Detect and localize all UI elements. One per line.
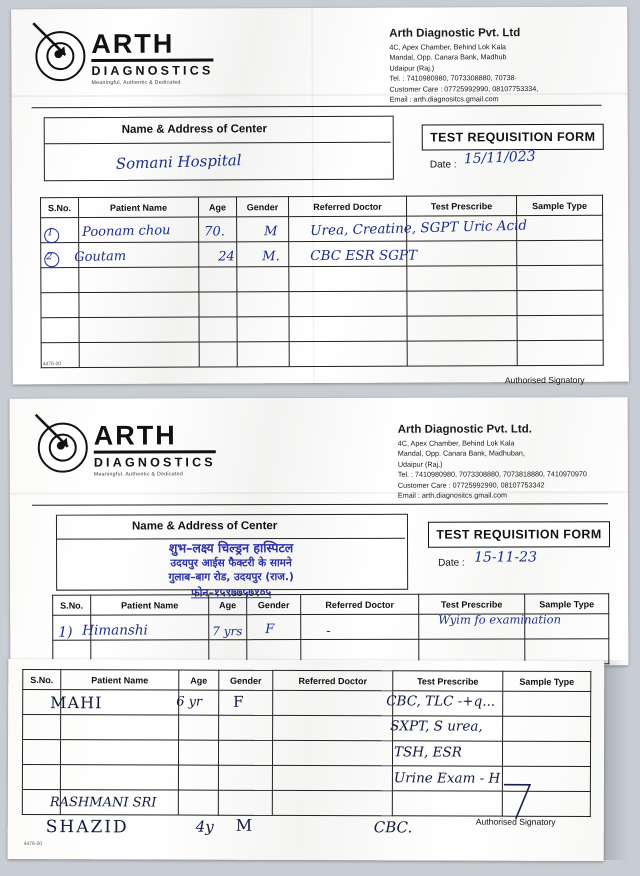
cell-doctor	[272, 740, 392, 765]
cell-sno	[22, 765, 60, 790]
header-divider	[32, 503, 608, 506]
cell-name	[79, 292, 199, 318]
brand-tagline: Meaningful, Authentic & Dedicated	[93, 471, 184, 478]
cell-sno	[41, 293, 79, 318]
cell-sample	[517, 315, 603, 340]
cell-tests	[407, 241, 517, 266]
address-line: Email : arth.diagnositcs.gmail.com	[389, 94, 499, 104]
col-sno: S.No.	[41, 198, 79, 218]
cell-age	[199, 292, 237, 317]
cell-sample	[517, 290, 603, 315]
handwritten-tests-1: Urea, Creatine, SGPT Uric Acid	[309, 217, 528, 240]
handwritten-bottom-name: SHAZID	[45, 817, 129, 838]
brand-name: ARTH	[94, 422, 216, 453]
col-referred-doctor: Referred Doctor	[273, 670, 393, 690]
cell-doctor	[289, 266, 407, 292]
cell-age	[178, 740, 218, 765]
cell-name	[60, 765, 178, 790]
handwritten-age-2-1: 7 yrs	[212, 624, 243, 639]
handwritten-tests-3-3: TSH, ESR	[393, 744, 462, 761]
cell-sample	[517, 265, 603, 290]
handwritten-gender-2-1: F	[265, 622, 275, 638]
handwritten-name-3-1: MAHI	[50, 693, 103, 713]
handwritten-name-3-5: RASHMANI SRI	[49, 795, 157, 811]
brand-subtitle: DIAGNOSTICS	[91, 63, 214, 78]
col-age: Age	[179, 670, 219, 690]
address-line: Customer Care : 07725992990, 08107753342	[397, 480, 545, 490]
col-age: Age	[199, 197, 237, 217]
cell-sample	[517, 215, 603, 240]
handwritten-name-1: Poonam chou	[81, 223, 171, 241]
cell-doctor	[289, 316, 407, 342]
arrow-icon	[34, 413, 86, 457]
cell-sno	[41, 318, 79, 343]
col-gender: Gender	[247, 595, 301, 615]
brand-subtitle: DIAGNOSTICS	[93, 455, 216, 470]
handwritten-name-2: Goutam	[74, 248, 127, 266]
col-sample-type: Sample Type	[517, 195, 603, 215]
table-row	[23, 715, 591, 742]
address-line: 4C, Apex Chamber, Behind Lok Kala	[389, 42, 507, 52]
handwritten-sno-2: 2	[46, 251, 53, 263]
header-divider	[32, 105, 602, 108]
handwritten-name-2-1: Himanshi	[82, 622, 148, 639]
handwritten-gender-3-1: F	[233, 692, 244, 711]
brand-tagline: Meaningful, Authentic & Dedicated	[91, 79, 181, 86]
authorised-signatory-1: Authorised Signatory	[504, 374, 585, 386]
address-line: Email : arth.diagnositcs.gmail.com	[397, 490, 507, 500]
cell-tests	[407, 291, 517, 316]
cell-age	[178, 790, 218, 815]
col-test-prescribe: Test Prescribe	[407, 196, 517, 216]
test-requisition-form-2	[10, 397, 629, 667]
handwritten-age-3-1: 6 yr	[176, 694, 203, 710]
table-row	[41, 340, 603, 367]
cell-doctor	[272, 765, 392, 790]
col-patient-name: Patient Name	[61, 670, 179, 690]
handwritten-tests-2: CBC ESR SGPT	[310, 247, 418, 265]
address-line: Mandal, Opp. Canara Bank, Madhub	[389, 52, 507, 63]
col-patient-name: Patient Name	[91, 595, 209, 615]
cell-gender	[218, 740, 272, 765]
col-referred-doctor: Referred Doctor	[301, 594, 419, 614]
date-value-1: 15/11/023	[463, 148, 536, 168]
handwritten-tests-3-4: Urine Exam - H	[393, 770, 501, 787]
center-value-1: Somani Hospital	[115, 151, 242, 173]
address-line: Udaipur (Raj.)	[397, 459, 443, 469]
test-requisition-form-3	[8, 659, 605, 861]
address-line: Customer Care : 07725992990, 08107753334,	[389, 83, 539, 94]
company-name: Arth Diagnostic Pvt. Ltd.	[397, 423, 532, 436]
address-line: Mandal, Opp. Canara Bank, Madhuban,	[397, 448, 525, 459]
cell-sample	[517, 340, 603, 365]
hindi-line-2: उदयपुर आईस फैक्टरी के सामने	[170, 556, 292, 570]
cell-sno	[41, 268, 79, 293]
col-referred-doctor: Referred Doctor	[289, 196, 407, 217]
handwritten-sno-1: 1	[47, 227, 54, 239]
cell-gender	[219, 690, 273, 715]
cell-name	[79, 267, 199, 293]
cell-age	[179, 715, 219, 740]
address-line: Tel. : 7410980980, 7073308880, 7073818880, 7410970970	[397, 469, 587, 480]
table-row	[22, 740, 590, 767]
cell-age	[199, 342, 237, 367]
center-label-2: Name & Address of Center	[131, 520, 278, 533]
cell-tests	[392, 791, 502, 816]
arth-logo-1	[35, 30, 213, 86]
handwritten-bottom-age: 4y	[195, 817, 214, 836]
hindi-line-3: गुलाब–बाग रोड, उदयपुर (राज.)	[168, 571, 294, 584]
col-sno: S.No.	[23, 670, 61, 690]
arrow-icon	[31, 21, 83, 65]
cell-age	[199, 317, 237, 342]
handwritten-age-2: 24	[218, 249, 235, 265]
col-test-prescribe: Test Prescribe	[393, 671, 503, 691]
cell-doctor	[272, 790, 392, 815]
col-gender: Gender	[219, 670, 273, 690]
cell-age	[199, 267, 237, 292]
cell-gender	[219, 715, 273, 740]
cell-gender	[237, 217, 289, 242]
company-address-2	[398, 423, 628, 501]
handwritten-sno-2-1: 1)	[58, 624, 73, 641]
handwritten-gender-1: M	[264, 224, 278, 240]
table-header-row	[41, 195, 603, 217]
handwritten-bottom-gender: M	[235, 815, 253, 835]
table-row	[23, 690, 591, 717]
cell-doctor	[273, 715, 393, 740]
handwritten-bottom-test: CBC.	[373, 818, 413, 837]
form-title-1: TEST REQUISITION FORM	[422, 124, 604, 151]
col-age: Age	[209, 595, 247, 615]
paper-shadow	[604, 660, 628, 860]
handwritten-doctor-2-1: -	[326, 623, 331, 639]
center-label-1: Name & Address of Center	[121, 123, 268, 136]
hindi-line-4: फोन–१५९७७५७१०५	[191, 586, 272, 600]
print-code-3: 4476-20	[23, 841, 43, 848]
authorised-signatory-3: Authorised Signatory	[475, 816, 556, 827]
center-value-2-hindi	[57, 540, 405, 601]
col-gender: Gender	[237, 197, 289, 217]
cell-gender	[218, 765, 272, 790]
form-title-2: TEST REQUISITION FORM	[428, 521, 610, 547]
cell-sample	[503, 691, 591, 716]
cell-gender	[237, 317, 289, 342]
brand-name: ARTH	[91, 30, 213, 62]
date-label-2: Date :	[438, 557, 465, 569]
handwritten-tests-2-1: Wyim fo examination	[438, 612, 562, 627]
col-patient-name: Patient Name	[79, 197, 199, 218]
cell-tests	[407, 316, 517, 341]
cell-doctor	[301, 614, 419, 639]
cell-sample	[502, 741, 590, 766]
address-line: Udaipur (Raj.)	[389, 63, 435, 73]
cell-name	[60, 740, 178, 765]
cell-gender	[237, 292, 289, 317]
cell-tests	[407, 266, 517, 291]
address-line: Tel. : 7410980980, 7073308880, 70738·	[389, 73, 518, 84]
handwritten-age-1: 70.	[204, 224, 225, 240]
cell-name	[79, 342, 199, 368]
col-test-prescribe: Test Prescribe	[419, 594, 525, 614]
date-value-2: 15-11-23	[474, 549, 537, 566]
handwritten-gender-2: M.	[262, 249, 280, 265]
cell-sample	[503, 716, 591, 741]
cell-gender	[218, 790, 272, 815]
cell-name	[61, 715, 179, 740]
table-row	[41, 290, 603, 317]
arth-logo-2	[38, 422, 216, 477]
col-sno: S.No.	[53, 595, 91, 615]
hindi-line-1: शुभ–लक्ष्य चिल्ड्रन हास्पिटल	[168, 540, 294, 556]
table-header-row	[23, 670, 591, 692]
cell-doctor	[273, 690, 393, 715]
cell-sno	[23, 715, 61, 740]
col-sample-type: Sample Type	[525, 594, 609, 614]
target-arrow-logo-icon	[35, 31, 85, 81]
cell-age	[178, 765, 218, 790]
table-row	[41, 265, 603, 292]
cell-gender	[237, 267, 289, 292]
print-code-1: 4476-20	[42, 361, 62, 368]
cell-sample	[517, 240, 603, 265]
cell-sno	[22, 740, 60, 765]
table-row	[41, 315, 603, 342]
handwritten-tests-3-1: CBC, TLC -+q...	[386, 693, 496, 710]
test-requisition-form-1	[11, 7, 629, 385]
company-address-1	[389, 27, 614, 106]
target-arrow-logo-icon	[38, 423, 88, 473]
col-sample-type: Sample Type	[503, 671, 591, 691]
cell-tests	[407, 341, 517, 366]
date-label-1: Date :	[429, 159, 457, 171]
cell-doctor	[289, 291, 407, 317]
cell-gender	[237, 342, 289, 367]
address-line: 4C, Apex Chamber, Behind Lok Kala	[397, 438, 515, 448]
cell-name	[79, 317, 199, 343]
cell-doctor	[289, 341, 407, 367]
handwritten-tests-3-2: SXPT, S urea,	[390, 718, 483, 735]
company-name: Arth Diagnostic Pvt. Ltd	[389, 27, 521, 40]
